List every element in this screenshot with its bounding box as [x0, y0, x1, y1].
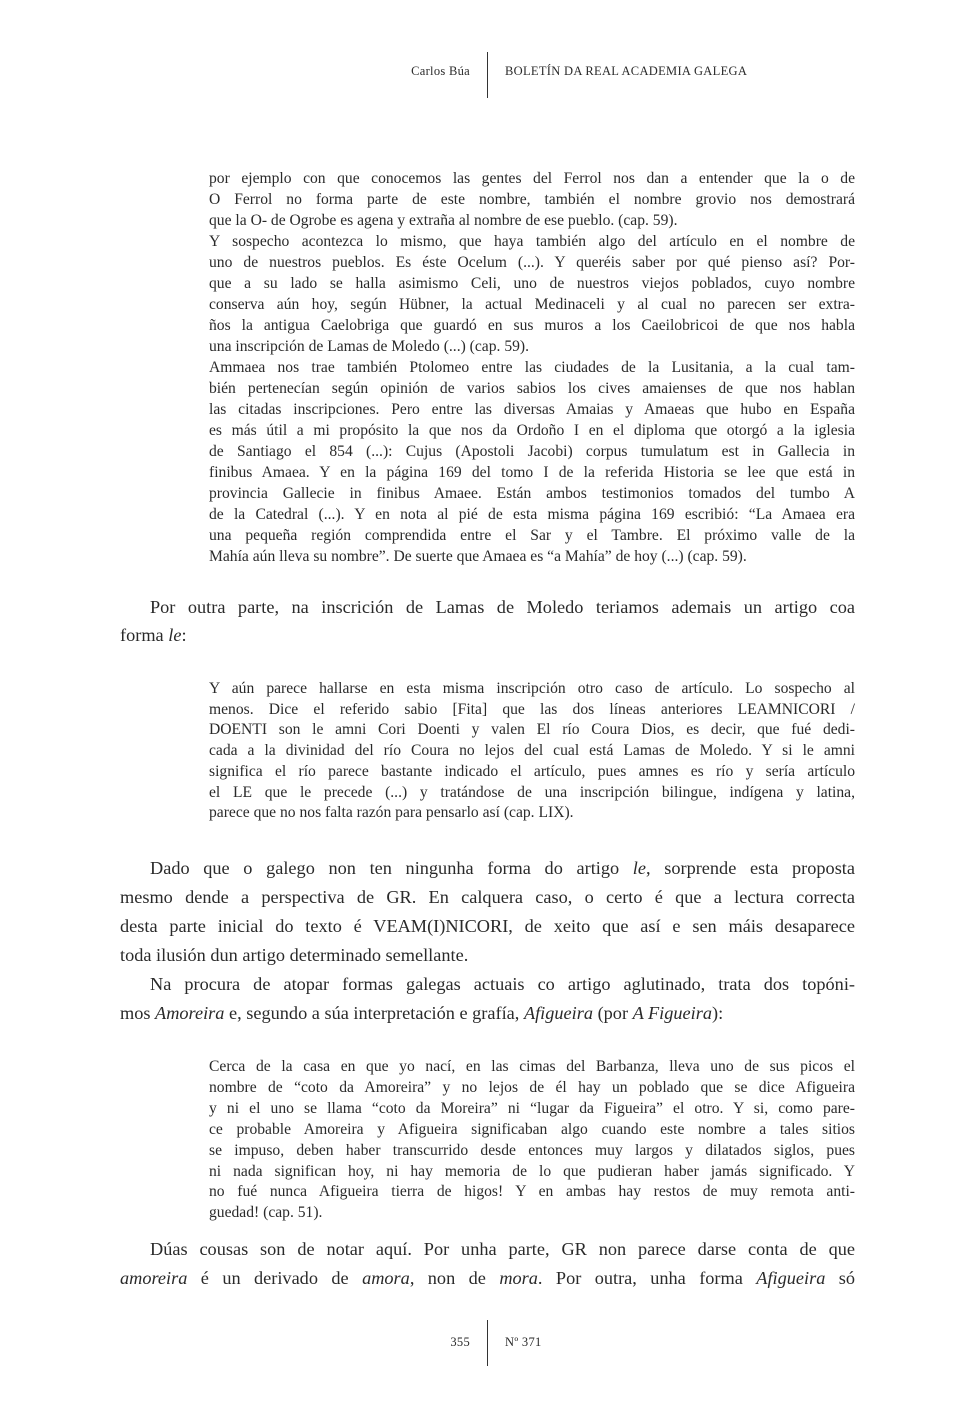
text-segment: mos	[120, 1003, 156, 1023]
text-segment: é un derivado de	[187, 1268, 363, 1288]
quotation-block	[209, 1057, 855, 1224]
italic-term: Amoreira	[155, 1003, 225, 1023]
text-line: menos. Dice el referido sabio [Fita] que las dos líneas anteriores LEAMNICORI /	[209, 700, 855, 718]
text-line	[120, 621, 855, 649]
text-line: Cerca de la casa en que yo nací, en las cimas del Barbanza, lleva uno de sus picos el	[209, 1058, 855, 1075]
text-segment: :	[181, 625, 187, 645]
text-line: nombre de “coto da Amoreira” y no lejos de él hay un poblado que se dice Afigueira	[209, 1078, 855, 1096]
italic-term: le	[632, 858, 646, 878]
text-line: Dúas cousas son de notar aquí. Por unha parte, GR non parece darse conta de que	[150, 1239, 855, 1259]
text-line: se impuso, deben haber transcurrido desde entonces muy largos y dilatados siglos, pues	[209, 1141, 855, 1159]
text-segment: ):	[712, 1003, 724, 1023]
text-line: y ni el uno se llama “coto da Moreira” ni “lugar da Figueira” el otro. Y si, como pare-	[209, 1099, 855, 1117]
text-line: significa el río parece bastante indicado el artículo, pues amnes es río y sería artículo	[209, 762, 855, 780]
italic-term: A Figueira	[632, 1003, 712, 1023]
text-line: de la Catedral (...). Y en nota al pié de esta misma página 169 escribió: “La Amaea era	[209, 506, 855, 523]
text-line: es más útil a mi propósito la que nos da Ordoño I en el diploma que otorgó a la iglesia	[209, 422, 855, 439]
text-line: ni nada significan hoy, ni hay memoria de lo que pudieran haber jamás significado. Y	[209, 1162, 855, 1180]
text-segment: só	[825, 1268, 856, 1288]
body-text	[120, 593, 855, 649]
text-line: DOENTI son le amni Cori Doenti y valen El río Coura Dios, es decir, que fué dedi-	[209, 721, 855, 739]
text-line: conserva aún hoy, según Hübner, la actual Medinaceli y al cual no parecen ser extra-	[209, 296, 855, 313]
italic-term: Afigueira	[523, 1003, 593, 1023]
text-segment: e, segundo a súa interpretación e grafía,	[224, 1003, 524, 1023]
text-line: que la O- de Ogrobe es agena y extraña al nombre de ese pueblo. (cap. 59).	[209, 212, 678, 229]
text-line	[120, 999, 855, 1028]
body-text	[120, 1235, 855, 1293]
text-line	[120, 854, 855, 883]
text-line: ce probable Amoreira y Afigueira significaban algo cuando este nombre a tales sitios	[209, 1120, 855, 1138]
text-line: ños la antigua Caelobriga que guardó en sus muros a los Caeilobricoi de que nos habla	[209, 317, 855, 334]
italic-term: amoreira	[120, 1268, 188, 1288]
text-line	[120, 1264, 855, 1293]
text-line: Ammaea nos trae también Ptolomeo entre las ciudades de la Lusitania, a la cual tam-	[209, 359, 855, 376]
text-line: desta parte inicial do texto é VEAM(I)NICORI, de xeito que así e sen máis desaparece	[120, 916, 855, 936]
text-line: las citadas inscripciones. Pero entre las diversas Amaias y Amaeas que hubo en España	[209, 401, 855, 418]
quotation-block	[209, 168, 855, 567]
text-line: uno de nuestros pueblos. Es éste Ocelum (...). Y queréis saber por qué pienso así? Por-	[209, 254, 855, 271]
text-line: parece que no nos falta razón para pensarlo así (cap. LIX).	[209, 804, 574, 822]
text-segment: forma	[120, 625, 169, 645]
text-line: guedad! (cap. 51).	[209, 1204, 323, 1222]
page-number: 355	[450, 1335, 470, 1349]
quotation-block	[209, 679, 855, 824]
text-line: Y sospecho acontezca lo mismo, que haya también algo del artículo en el nombre de	[209, 233, 855, 250]
text-line: Y aún parece hallarse en esta misma inscripción otro caso de artículo. Lo sospecho al	[209, 680, 855, 697]
text-line: Na procura de atopar formas galegas actuais co artigo aglutinado, trata dos topóni-	[150, 974, 855, 994]
text-line: por ejemplo con que conocemos las gentes del Ferrol nos dan a entender que la o de	[209, 170, 855, 187]
text-line: una inscripción de Lamas de Moledo (...) (cap. 59).	[209, 338, 529, 355]
text-line: una pequeña región comprendida entre el Sar y el Tambre. El próximo valle de la	[209, 527, 855, 544]
text-line: mesmo dende a perspectiva de GR. En calquera caso, o certo é que a lectura correcta	[120, 887, 855, 907]
header-divider	[487, 52, 488, 98]
text-segment: , sorprende esta proposta	[646, 858, 855, 878]
header-author: Carlos Búa	[411, 64, 470, 78]
text-line: finibus Amaea. Y en la página 169 del tomo I de la referida Historia se lee que está in	[209, 464, 855, 481]
footer-divider	[487, 1320, 488, 1366]
italic-term: mora	[499, 1268, 538, 1288]
italic-term: Afigueira	[756, 1268, 826, 1288]
italic-term: amora	[362, 1268, 410, 1288]
italic-term: le	[168, 625, 182, 645]
text-line: no fué nunca Afigueira tierra de higos! Y en ambas hay restos de muy remota anti-	[209, 1183, 855, 1201]
header-journal: BOLETÍN DA REAL ACADEMIA GALEGA	[505, 64, 748, 78]
text-line: que a su lado se halla asimismo Celi, uno de nuestros viejos poblados, cuyo nombre	[209, 275, 855, 292]
body-text	[120, 854, 855, 1028]
text-line: toda ilusión dun artigo determinado semellante.	[120, 945, 469, 965]
text-segment: Dado que o galego non ten ningunha forma do artigo	[150, 858, 633, 878]
text-line: bién pertenecían según opinión de varios sabios los cives amaienses de que nos hablan	[209, 380, 855, 397]
text-segment: . Por outra, unha forma	[537, 1268, 757, 1288]
text-line: Por outra parte, na inscrición de Lamas de Moledo teriamos ademais un artigo coa	[150, 597, 855, 617]
text-segment: , non de	[409, 1268, 500, 1288]
text-line: O Ferrol no forma parte de este nombre, también el nombre grovio nos demostrará	[209, 191, 855, 208]
text-segment: (por	[593, 1003, 633, 1023]
text-line: Mahía aún lleva su nombre”. De suerte que Amaea es “a Mahía” de hoy (...) (cap. 59).	[209, 548, 747, 565]
text-line: cada a la divinidad del río Coura no lejos del cual está Lamas de Moledo. Y si le amni	[209, 742, 855, 760]
issue-number: Nº 371	[505, 1335, 542, 1349]
text-line: de Santiago el 854 (...): Cujus (Apostoli Jacobi) corpus tumulatum est in Gallecia in	[209, 443, 855, 460]
text-line: provincia Gallecie in finibus Amaee. Están ambos testimonios tomados del tumbo A	[209, 485, 855, 502]
text-line: el LE que le precede (...) y tratándose de una inscripción bilingue, indígena y latina,	[209, 783, 855, 801]
